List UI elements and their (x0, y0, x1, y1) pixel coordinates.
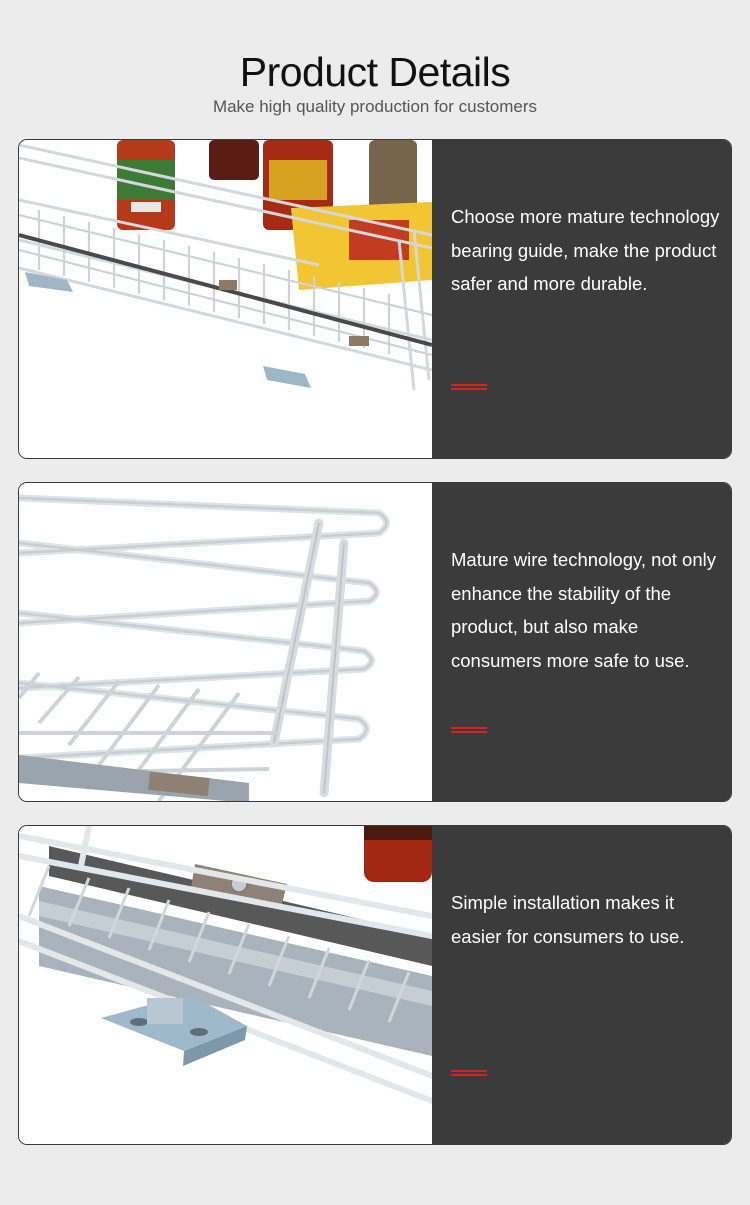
page-title: Product Details (239, 49, 511, 95)
description-panel (432, 826, 732, 1145)
feature-description: Simple installation makes it easier for consumers to use. (451, 892, 685, 947)
accent-divider (451, 384, 487, 390)
product-photo (19, 140, 432, 459)
description-panel (432, 483, 732, 802)
product-photo (19, 483, 432, 802)
page-subtitle: Make high quality production for customers (212, 97, 538, 116)
feature-card-2 (18, 482, 732, 802)
feature-card-1 (18, 139, 732, 459)
feature-description: Choose more mature technology bearing guide, make the product safer and more durable. (451, 206, 720, 294)
accent-divider (451, 1070, 487, 1076)
accent-divider (451, 727, 487, 733)
description-panel (432, 140, 732, 459)
feature-description: Mature wire technology, not only enhance the stability of the product, but also make consumers more safe to use. (451, 549, 716, 671)
product-photo (19, 826, 432, 1145)
feature-card-3 (18, 825, 732, 1145)
